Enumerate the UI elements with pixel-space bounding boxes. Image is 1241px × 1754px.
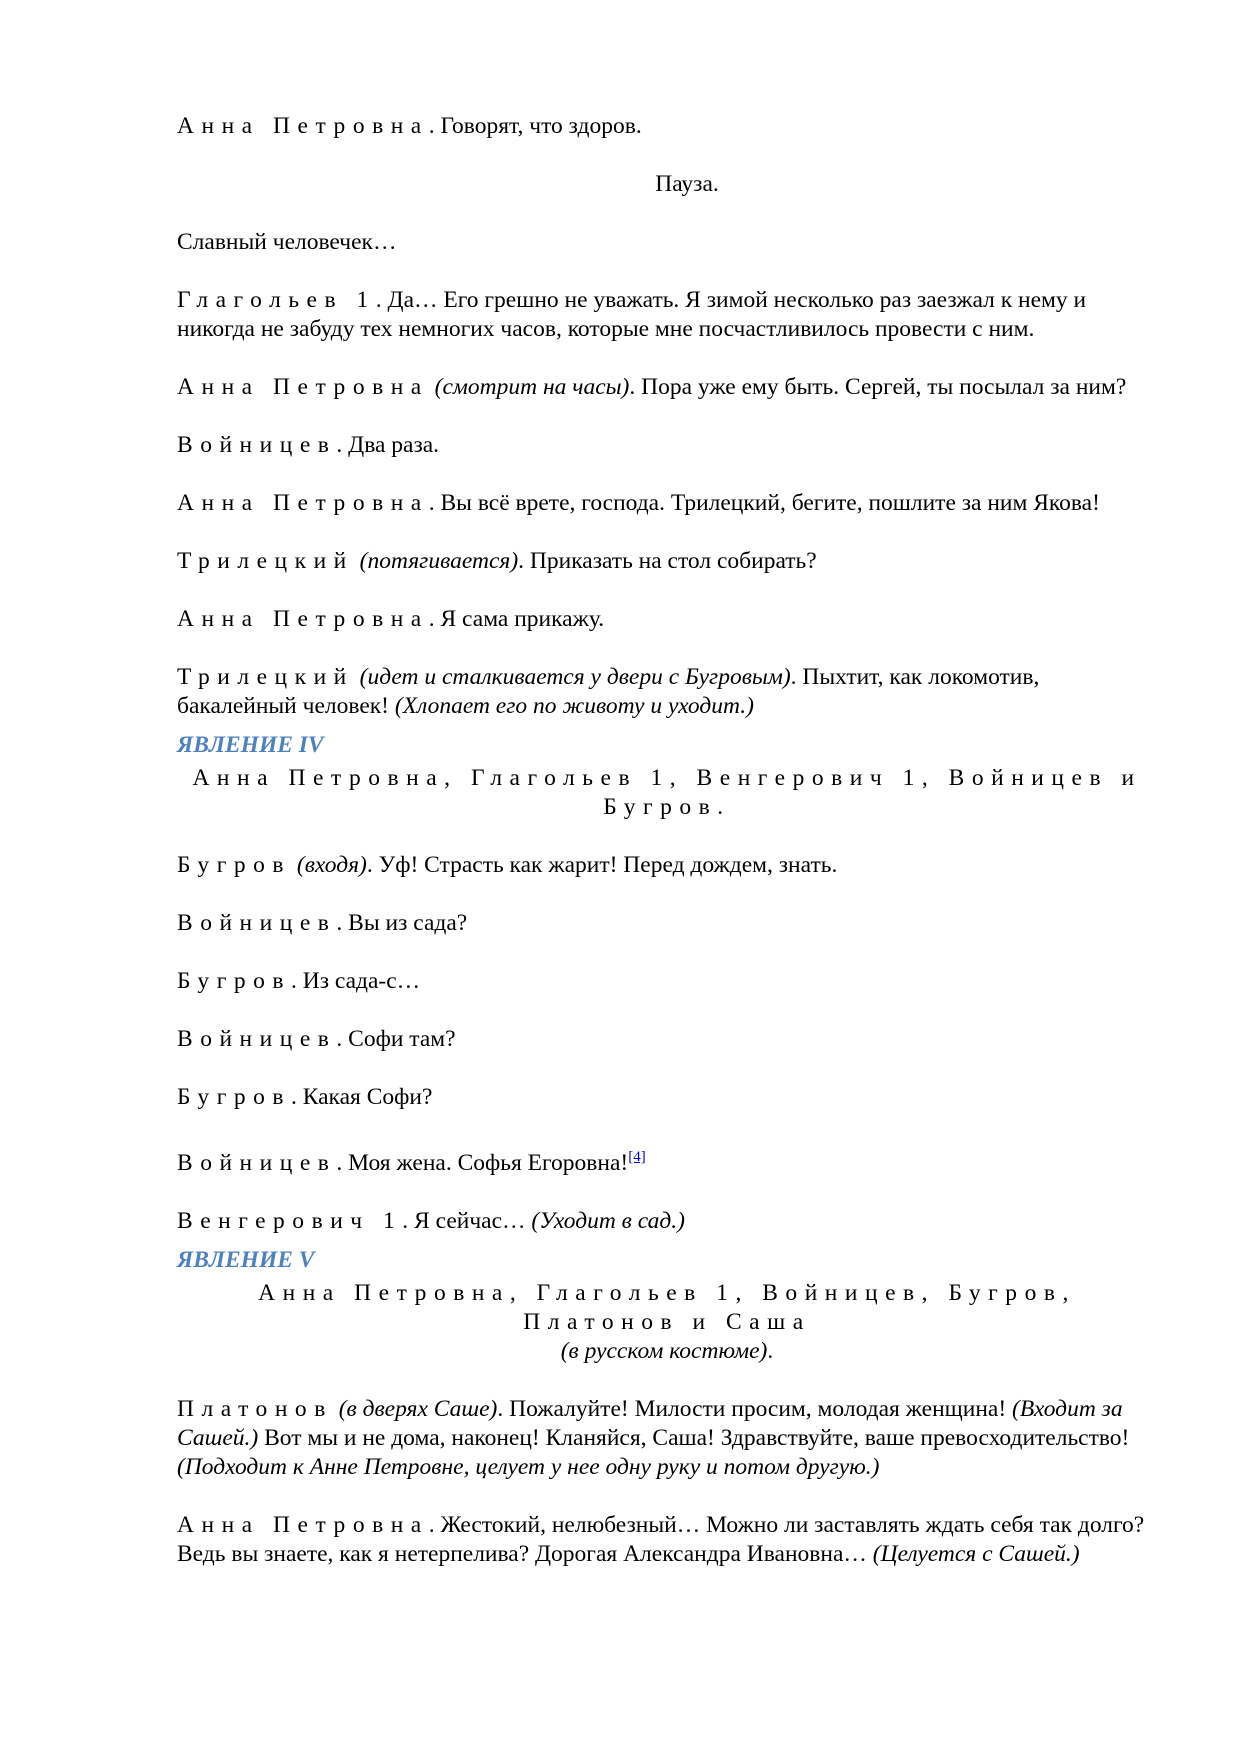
footnote-link[interactable]: [4] bbox=[628, 1149, 646, 1165]
line-voynitsev: Войницев. Два раза. bbox=[177, 432, 440, 458]
speaker: Анна Петровна bbox=[177, 1511, 429, 1538]
line-trilecky-2: Трилецкий (идет и сталкивается у двери с Бугровым). Пыхтит, как локомотив, бакалейный человек! (Хлопает его по животу и уходит.) bbox=[177, 664, 1040, 719]
line-anna-2: Анна Петровна (смотрит на часы). Пора уже ему быть. Сергей, ты посылал за ним? bbox=[177, 374, 1127, 400]
line-1: Анна Петровна. Говорят, что здоров. bbox=[177, 113, 642, 139]
stage-direction: (смотрит на часы) bbox=[434, 374, 630, 400]
line-platonov: Платонов (в дверях Саше). Пожалуйте! Милости просим, молодая женщина! (Входит за Сашей.) Вот мы и не дома, наконец! Кланяйся, Саша! Здравствуйте, ваше превосходительство! (Подходит к Анне Петровне, целует у нее одну руку и потом другую.) bbox=[177, 1395, 1130, 1480]
stage-direction: (Входит за Сашей.) bbox=[177, 1395, 1123, 1451]
speaker: Войницев bbox=[177, 1149, 337, 1176]
line-anna-4: Анна Петровна. Я сама прикажу. bbox=[177, 606, 605, 632]
speaker: Анна Петровна bbox=[177, 113, 429, 139]
stage-direction: (Хлопает его по животу и уходит.) bbox=[394, 693, 754, 719]
line-voynitsev-2: Войницев. Вы из сада? bbox=[177, 910, 468, 936]
document-page bbox=[177, 112, 1157, 1598]
stage-direction: (идет и сталкивается у двери с Бугровым) bbox=[359, 664, 791, 690]
speaker: Анна Петровна bbox=[177, 374, 429, 400]
stage-direction: (Целуется с Сашей.) bbox=[872, 1540, 1080, 1567]
line-anna-3: Анна Петровна. Вы всё врете, господа. Трилецкий, бегите, пошлите за ним Якова! bbox=[177, 490, 1100, 516]
speaker: Войницев bbox=[177, 1026, 337, 1052]
line-trilecky-1: Трилецкий (потягивается). Приказать на стол собирать? bbox=[177, 548, 817, 574]
stage-direction: (Уходит в сад.) bbox=[531, 1207, 685, 1234]
line-bugrov-3: Бугров. Какая Софи? bbox=[177, 1084, 433, 1110]
line-bugrov-2: Бугров. Из сада-с… bbox=[177, 968, 421, 994]
scene-cast-5: Анна Петровна, Глагольев 1, Войницев, Бугров, Платонов и Саша (в русском костюме). bbox=[258, 1279, 1076, 1364]
speaker: Венгерович 1 bbox=[177, 1207, 403, 1234]
scene-heading-5: ЯВЛЕНИЕ V bbox=[177, 1246, 315, 1273]
stage-direction: (потягивается) bbox=[359, 548, 519, 574]
speaker: Трилецкий bbox=[177, 664, 354, 690]
line-voynitsev-3: Войницев. Софи там? bbox=[177, 1026, 456, 1052]
stage-direction: (в дверях Саше) bbox=[338, 1395, 498, 1422]
line-voynitsev-4: Войницев. Моя жена. Софья Егоровна![4] bbox=[177, 1149, 646, 1176]
stage-direction-pause: Пауза. bbox=[655, 171, 719, 197]
stage-direction: (в русском костюме) bbox=[560, 1337, 768, 1364]
line-bugrov-1: Бугров (входя). Уф! Страсть как жарит! Перед дождем, знать. bbox=[177, 852, 838, 878]
line-plain: Славный человечек… bbox=[177, 229, 397, 255]
stage-direction: (входя) bbox=[296, 852, 367, 878]
speaker: Платонов bbox=[177, 1395, 333, 1422]
stage-direction: (Подходит к Анне Петровне, целует у нее одну руку и потом другую.) bbox=[177, 1453, 880, 1480]
speaker: Бугров bbox=[177, 968, 292, 994]
speaker: Бугров bbox=[177, 1084, 292, 1110]
speaker: Бугров bbox=[177, 852, 292, 878]
speaker: Глагольев 1 bbox=[177, 287, 376, 313]
scene-cast-4: Анна Петровна, Глагольев 1, Венгерович 1, Войницев и Бугров. bbox=[192, 765, 1142, 820]
speaker: Трилецкий bbox=[177, 548, 354, 574]
scene-heading-4: ЯВЛЕНИЕ IV bbox=[177, 732, 324, 758]
line-anna-5: Анна Петровна. Жестокий, нелюбезный… Можно ли заставлять ждать себя так долго? Ведь вы знаете, как я нетерпелива? Дорогая Александра Ивановна… (Целуется с Сашей.) bbox=[177, 1511, 1145, 1567]
speaker: Войницев bbox=[177, 910, 337, 936]
line-vengerovich: Венгерович 1. Я сейчас… (Уходит в сад.) bbox=[177, 1207, 685, 1234]
line-glagolev: Глагольев 1. Да… Его грешно не уважать. Я зимой несколько раз заезжал к нему и никогда не забуду тех немногих часов, которые мне посчастливилось провести с ним. bbox=[177, 287, 1087, 342]
speaker: Анна Петровна bbox=[177, 490, 429, 516]
speaker: Анна Петровна bbox=[177, 606, 429, 632]
speaker: Войницев bbox=[177, 432, 337, 458]
